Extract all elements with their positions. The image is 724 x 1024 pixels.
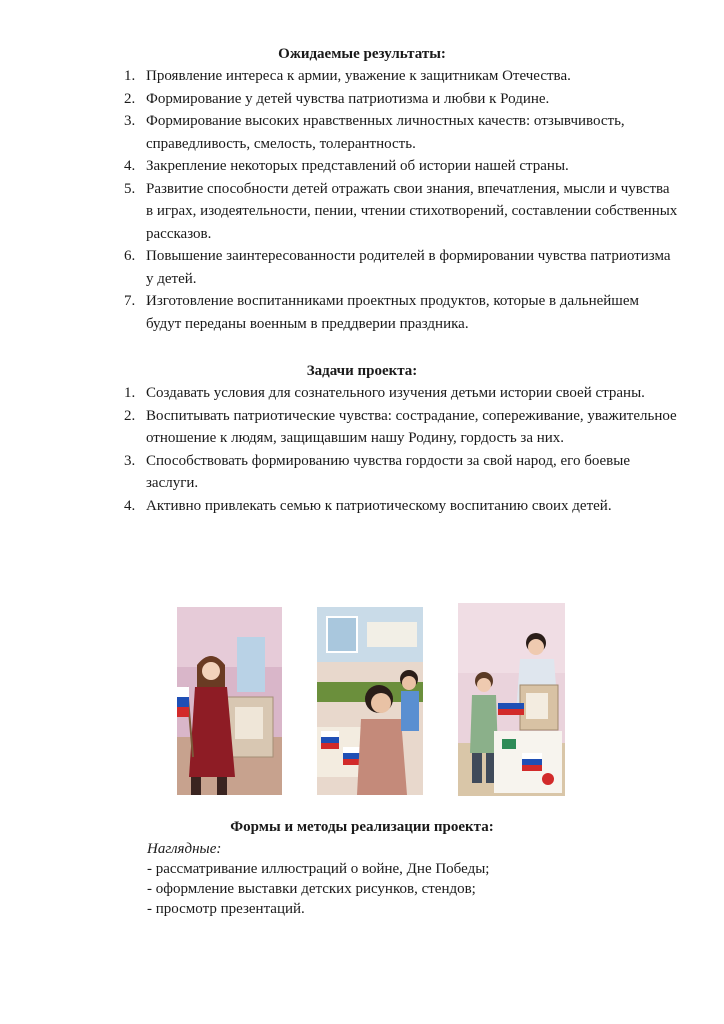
flag-white-stripe	[177, 687, 189, 697]
list-item	[118, 178, 678, 246]
list-item-text: Формирование высоких нравственных личностных качеств: отзывчивость, справедливость, смелость, толерантность.	[146, 113, 625, 152]
list-item	[118, 110, 678, 155]
photo-teacher-with-children-image	[458, 603, 565, 796]
list-item-text: Воспитывать патриотические чувства: сострадание, сопереживание, уважительное отношение к людям, защищавшим нашу Родину, гордость за них.	[146, 407, 677, 446]
list-item-text: Способствовать формированию чувства гордости за свой народ, его боевые заслуги.	[146, 452, 630, 491]
list-item-number: 1.	[124, 68, 136, 84]
forms-methods-block	[147, 839, 667, 919]
list-item-number: 6.	[124, 248, 136, 264]
forms-methods-line: - просмотр презентаций.	[147, 901, 305, 917]
forms-methods-line: - оформление выставки детских рисунков, стендов;	[147, 881, 476, 897]
list-item	[118, 245, 678, 290]
list-item	[118, 495, 678, 518]
photo-girl-with-flag	[177, 607, 282, 795]
list-item-text: Проявление интереса к армии, уважение к защитникам Отечества.	[146, 68, 571, 84]
list-item-number: 5.	[124, 180, 136, 197]
list-item-text: Создавать условия для сознательного изучения детьми истории своей страны.	[146, 385, 645, 401]
list-item-number: 2.	[124, 407, 136, 424]
project-tasks-list	[118, 382, 678, 517]
photo-girl-with-flag-image	[177, 607, 282, 795]
forms-methods-line: - рассматривание иллюстраций о войне, Дне Победы;	[147, 861, 490, 877]
list-item-number: 7.	[124, 293, 136, 309]
photo-children-drawing-image	[317, 607, 423, 795]
list-item-number: 4.	[124, 158, 136, 174]
list-item	[118, 382, 678, 405]
project-tasks-heading: Задачи проекта:	[306, 363, 418, 379]
expected-results-list	[118, 65, 678, 335]
photo-children-drawing	[317, 607, 423, 795]
expected-results-heading: Ожидаемые результаты:	[278, 46, 446, 62]
list-item-number: 4.	[124, 497, 136, 514]
forms-methods-subtitle: Наглядные:	[147, 841, 222, 857]
list-item-text: Развитие способности детей отражать свои знания, впечатления, мысли и чувства в играх, изодеятельности, пении, чтении стихотворений, составлении собственных рассказов.	[146, 180, 678, 242]
list-item	[118, 65, 678, 88]
list-item-number: 3.	[124, 113, 136, 129]
list-item-text: Активно привлекать семью к патриотическому воспитанию своих детей.	[146, 497, 612, 514]
list-item-number: 3.	[124, 452, 136, 469]
list-item-text: Изготовление воспитанниками проектных продуктов, которые в дальнейшем будут переданы военным в преддверии праздника.	[146, 293, 640, 332]
list-item	[118, 450, 678, 495]
list-item	[118, 290, 678, 335]
list-item	[118, 405, 678, 450]
list-item-number: 1.	[124, 385, 136, 401]
photo-teacher-with-children	[458, 603, 565, 796]
list-item-text: Повышение заинтересованности родителей в формировании чувства патриотизма у детей.	[146, 248, 671, 287]
list-item-number: 2.	[124, 90, 136, 107]
flag-blue-stripe	[177, 697, 189, 707]
forms-methods-heading: Формы и методы реализации проекта:	[230, 819, 494, 835]
list-item-text: Закрепление некоторых представлений об истории нашей страны.	[146, 158, 569, 174]
list-item	[118, 88, 678, 111]
list-item-text: Формирование у детей чувства патриотизма и любви к Родине.	[146, 90, 550, 107]
list-item	[118, 155, 678, 178]
flag-red-stripe	[177, 707, 189, 717]
